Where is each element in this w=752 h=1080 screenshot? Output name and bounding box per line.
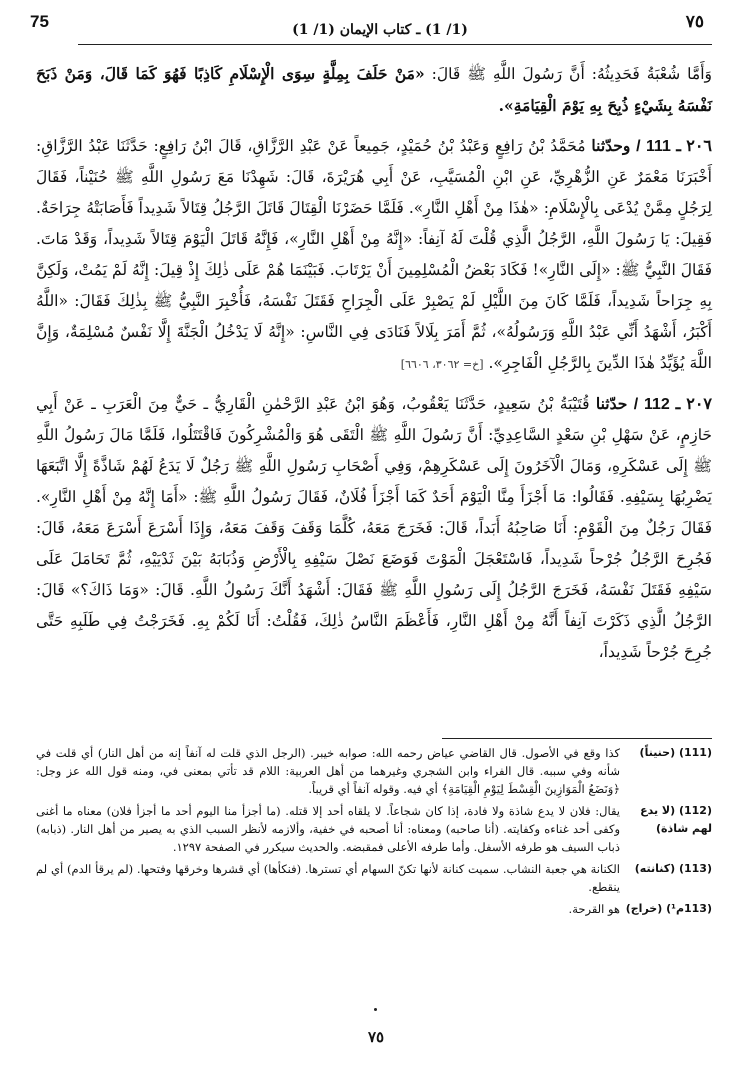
footnote-text: هو القرحة. [568,902,620,916]
hadith-207 [36,388,712,668]
footnote-112 [36,802,712,856]
footnote-text: كذا وقع في الأصول. قال القاضي عياض رحمه الله: صوابه خيبر. (الرجل الذي قلت له آنفاً إنه من أهل النار) أي قلت في شأنه وفي سببه. قال الفراء وابن الشجري وغيرهما من أهل العربية: اللام قد تأتي بمعنى في، ومنه قول الله عز وجل: ﴿وَنَضَعُ الْمَوَازِينَ الْقِسْطَ لِيَوْمِ الْقِيَامَةِ﴾ أي فيه. وقوله آنفاً أي قريباً. [36,746,620,796]
intro-text: وَأَمَّا شُعْبَةُ فَحَدِيثُهُ: أَنَّ رَسُولَ اللَّهِ ﷺ قَالَ: [431,65,713,83]
main-text [36,58,712,670]
hadith-label: حدّثنا [595,394,628,413]
intro-paragraph [36,58,712,122]
page-number-bottom: ٧٥ [367,1028,385,1046]
header-rule [78,44,712,45]
hadith-ref: [خ= ٣٠٦٢، ٦٦٠٦] [400,358,484,371]
footnote-text: الكنانة هي جعبة النشاب. سميت كنانة لأنها تكنّ السهام أي تسترها. (فنكأها) أي قشرها وخرقها وفتحها. (لم يرقأ الدم) أي لم ينقطع. [36,862,620,894]
hadith-206 [36,130,712,380]
footnote-text: يقال: فلان لا يدع شاذة ولا فادة، إذا كان شجاعاً. لا يلقاه أحد إلا قتله. (ما أجزأ منا اليوم أحد ما أجزأ فلان) معناه ما أغنى وكفى أحد غناءه وكفايته. (أنا صاحبه) ومعناه: أنا أصحبه في خفية، وألازمه لأنظر السبب الذي به يصير من أهل النار. (ذبابه) ذباب السيف هو طرفه الأسفل. وأما طرفه الأعلى فمقبضه. والحديث سيكرر في الصفحة ١٢٩٧. [36,804,620,854]
page-number-latin: 75 [30,12,49,31]
page-number-arabic: ٧٥ [685,12,704,32]
footnote-label: (112) (لا يدع لهم شاذة) [640,804,712,835]
hadith-text: قُتَيْبَةُ بْنُ سَعِيدٍ، حَدَّثَنَا يَعْقُوبُ، وَهُوَ ابْنُ عَبْدِ الرَّحْمٰنِ الْقَارِيُّ ـ حَيٌّ مِنَ الْعَرَبِ ـ عَنْ أَبِي حَازِمٍ، عَنْ سَهْلِ بْنِ سَعْدٍ السَّاعِدِيِّ: أَنَّ رَسُولَ اللَّهِ ﷺ الْتَقَى هُوَ وَالْمُشْرِكُونَ فَاقْتَتَلُوا، فَلَمَّا مَالَ رَسُولُ اللَّهِ ﷺ إِلَى عَسْكَرِهِ، وَمَالَ الْآخَرُونَ إِلَى عَسْكَرِهِمْ، وَفِي أَصْحَابِ رَسُولِ اللَّهِ ﷺ رَجُلٌ لَا يَدَعُ لَهُمْ شَاذَّةً إِلَّا اتَّبَعَهَا يَضْرِبُهَا بِسَيْفِهِ. فَقَالُوا: مَا أَجْزَأَ مِنَّا الْيَوْمَ أَحَدٌ كَمَا أَجْزَأَ فُلَانٌ، فَقَالَ رَسُولُ اللَّهِ ﷺ: «أَمَا إِنَّهُ مِنْ أَهْلِ النَّارِ». فَقَالَ رَجُلٌ مِنَ الْقَوْمِ: أَنَا صَاحِبُهُ أَبَداً، قَالَ: فَخَرَجَ مَعَهُ، كُلَّمَا وَقَفَ وَقَفَ مَعَهُ، وَإِذَا أَسْرَعَ أَسْرَعَ مَعَهُ، قَالَ: فَجُرِحَ الرَّجُلُ جُرْحاً شَدِيداً، فَاسْتَعْجَلَ الْمَوْتَ فَوَضَعَ نَصْلَ سَيْفِهِ بِالْأَرْضِ وَذُبَابَهُ بَيْنَ ثَدْيَيْهِ، ثُمَّ تَحَامَلَ عَلَى سَيْفِهِ فَقَتَلَ نَفْسَهُ، فَخَرَجَ الرَّجُلُ إِلَى رَسُولِ اللَّهِ ﷺ فَقَالَ: أَشْهَدُ أَنَّكَ رَسُولُ اللَّهِ. قَالَ: «وَمَا ذَاكَ؟» قَالَ: الرَّجُلُ الَّذِي ذَكَرْتَ آنِفاً أَنَّهُ مِنْ أَهْلِ النَّارِ، فَأَعْظَمَ النَّاسُ ذٰلِكَ، فَقُلْتُ: أَنَا لَكُمْ بِهِ. فَخَرَجْتُ فِي طَلَبِهِ حَتَّى جُرِحَ جُرْحاً شَدِيداً، [36,395,712,661]
footnote-label: (113م¹) (خراج) [625,902,712,915]
running-title: (1/ 1) ـ كتاب الإيمان (1/ 1) [292,22,468,38]
footnote-113 [36,860,712,896]
intro-quote: «مَنْ حَلَفَ بِمِلَّةٍ سِوَى الْإِسْلَامِ كَاذِبًا فَهُوَ كَمَا قَالَ، وَمَنْ ذَبَحَ نَفْسَهُ بِشَيْءٍ ذُبِحَ بِهِ يَوْمَ الْقِيَامَةِ». [36,64,712,115]
footnote-rule [442,738,712,739]
footnote-111 [36,744,712,798]
hadith-number: ٢٠٦ ـ 111 / [636,138,712,155]
footnote-label: (113) (كنانته) [634,862,712,875]
hadith-label: وحدّثنا [591,136,631,155]
hadith-text: مُحَمَّدُ بْنُ رَافِعٍ وَعَبْدُ بْنُ حُمَيْدٍ، جَمِيعاً عَنْ عَبْدِ الرَّزَّاقِ، قَالَ ابْنُ رَافِعٍ: حَدَّثَنَا عَبْدُ الرَّزَّاقِ: أَخْبَرَنَا مَعْمَرٌ عَنِ الزُّهْرِيِّ، عَنِ ابْنِ الْمُسَيَّبِ، عَنْ أَبِي هُرَيْرَةَ، قَالَ: شَهِدْنَا مَعَ رَسُولِ اللَّهِ ﷺ حُنَيْناً، فَقَالَ لِرَجُلٍ مِمَّنْ يُدْعَى بِالْإِسْلَامِ: «هٰذَا مِنْ أَهْلِ النَّارِ». فَلَمَّا حَضَرْنَا الْقِتَالَ قَاتَلَ الرَّجُلُ قِتَالاً شَدِيداً فَأَصَابَتْهُ جِرَاحَةٌ. فَقِيلَ: يَا رَسُولَ اللَّهِ، الرَّجُلُ الَّذِي قُلْتَ لَهُ آنِفاً: «إِنَّهُ مِنْ أَهْلِ النَّارِ»، فَإِنَّهُ قَاتَلَ الْيَوْمَ قِتَالاً شَدِيداً، وَقَدْ مَاتَ. فَقَالَ النَّبِيُّ ﷺ: «إِلَى النَّارِ»! فَكَادَ بَعْضُ الْمُسْلِمِينَ أَنْ يَرْتَابَ. فَبَيْنَمَا هُمْ عَلَى ذٰلِكَ إِذْ قِيلَ: إِنَّهُ لَمْ يَمُتْ، وَلَكِنَّ بِهِ جِرَاحاً شَدِيداً، فَلَمَّا كَانَ مِنَ اللَّيْلِ لَمْ يَصْبِرْ عَلَى الْجِرَاحِ فَقَتَلَ نَفْسَهُ، فَأُخْبِرَ النَّبِيُّ ﷺ بِذٰلِكَ فَقَالَ: «اللَّهُ أَكْبَرُ، أَشْهَدُ أَنِّي عَبْدُ اللَّهِ وَرَسُولُهُ»، ثُمَّ أَمَرَ بِلَالاً فَنَادَى فِي النَّاسِ: «إِنَّهُ لَا يَدْخُلُ الْجَنَّةَ إِلَّا نَفْسٌ مُسْلِمَةٌ، وَإِنَّ اللَّهَ يُؤَيِّدُ هٰذَا الدِّينَ بِالرَّجُلِ الْفَاجِرِ». [36,137,712,372]
footnotes [36,744,712,922]
footnote-label: (111) (حنيناً) [639,746,712,759]
page-dot [374,1008,377,1011]
hadith-number: ٢٠٧ ـ 112 / [633,396,713,413]
footnote-113m [36,900,712,918]
